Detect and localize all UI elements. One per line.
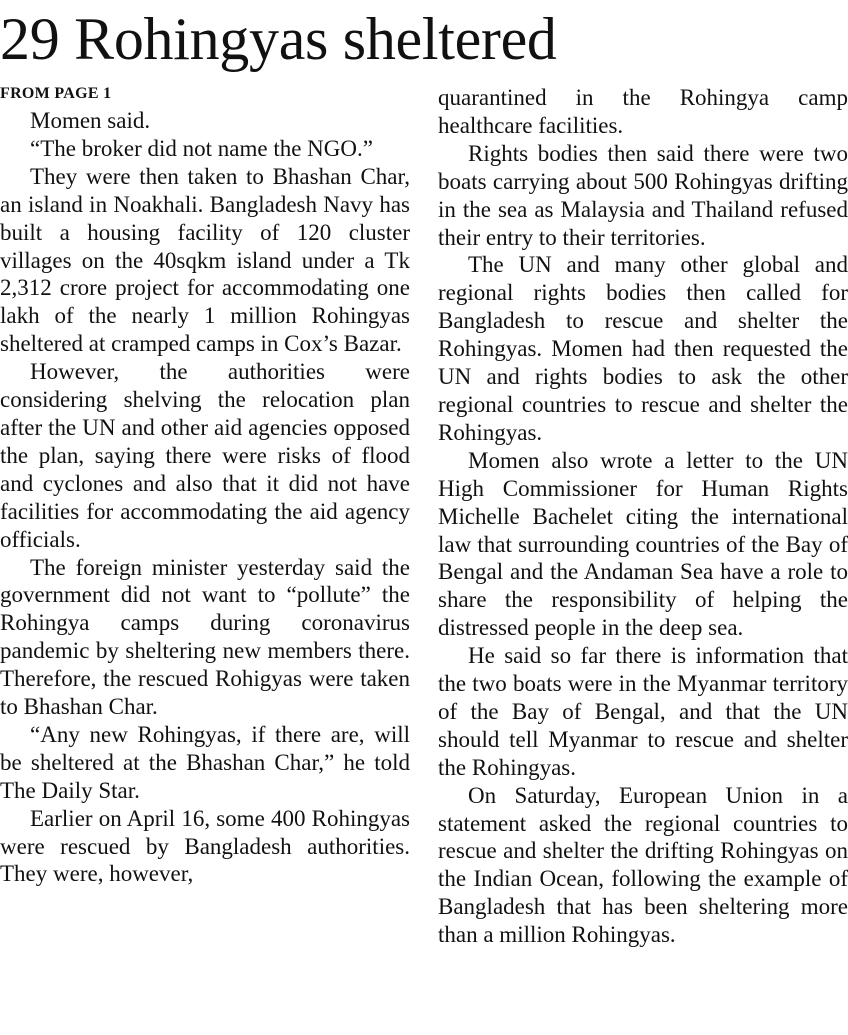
paragraph: Momen also wrote a letter to the UN High Commissioner for Human Rights Michelle Bachelet citing the international law that surrounding countries of the Bay of Bengal and the Andaman Sea have a role to share the responsibility of helping the distressed people in the deep sea. [438,447,848,641]
paragraph: Earlier on April 16, some 400 Rohingyas were rescued by Bangladesh authorities. They were, however, [0,805,410,887]
right-column [438,84,848,949]
paragraph: On Saturday, European Union in a statement asked the regional countries to rescue and shelter the drifting Rohingyas on the Indian Ocean, following the example of Bangladesh that has been sheltering more than a million Rohingyas. [438,782,848,948]
paragraph: The foreign minister yesterday said the government did not want to “pollute” the Rohingya camps during coronavirus pandemic by sheltering new members there. Therefore, the rescued Rohigyas were taken to Bhashan Char. [0,554,410,720]
paragraph: However, the authorities were considering shelving the relocation plan after the UN and other aid agencies opposed the plan, saying there were risks of flood and cyclones and also that it did not have facilities for accommodating the aid agency officials. [0,359,410,552]
paragraph: “Any new Rohingyas, if there are, will be sheltered at the Bhashan Char,” he told The Daily Star. [0,721,410,803]
paragraph-continued: quarantined in the Rohingya camp healthcare facilities. [438,85,848,138]
left-column [0,107,410,888]
paragraph: He said so far there is information that the two boats were in the Myanmar territory of the Bay of Bengal, and that the UN should tell Myanmar to rescue and shelter the Rohingyas. [438,643,848,780]
paragraph: The UN and many other global and regional rights bodies then called for Bangladesh to rescue and shelter the Rohingyas. Momen had then requested the UN and rights bodies to ask the other regional countries to rescue and shelter the Rohingyas. [438,252,848,445]
headline: 29 Rohingyas sheltered [0,6,557,72]
paragraph: “The broker did not name the NGO.” [30,135,373,161]
paragraph: Momen said. [30,108,151,133]
jump-label: FROM PAGE 1 [0,85,112,102]
paragraph: They were then taken to Bhashan Char, an island in Noakhali. Bangladesh Navy has built a housing facility of 120 cluster villages on the 40sqkm island under a Tk 2,312 crore project for accommodating one lakh of the nearly 1 million Rohingyas sheltered at cramped camps in Cox’s Bazar. [0,163,410,357]
paragraph: Rights bodies then said there were two boats carrying about 500 Rohingyas drifting in the sea as Malaysia and Thailand refused their entry to their territories. [438,140,848,250]
